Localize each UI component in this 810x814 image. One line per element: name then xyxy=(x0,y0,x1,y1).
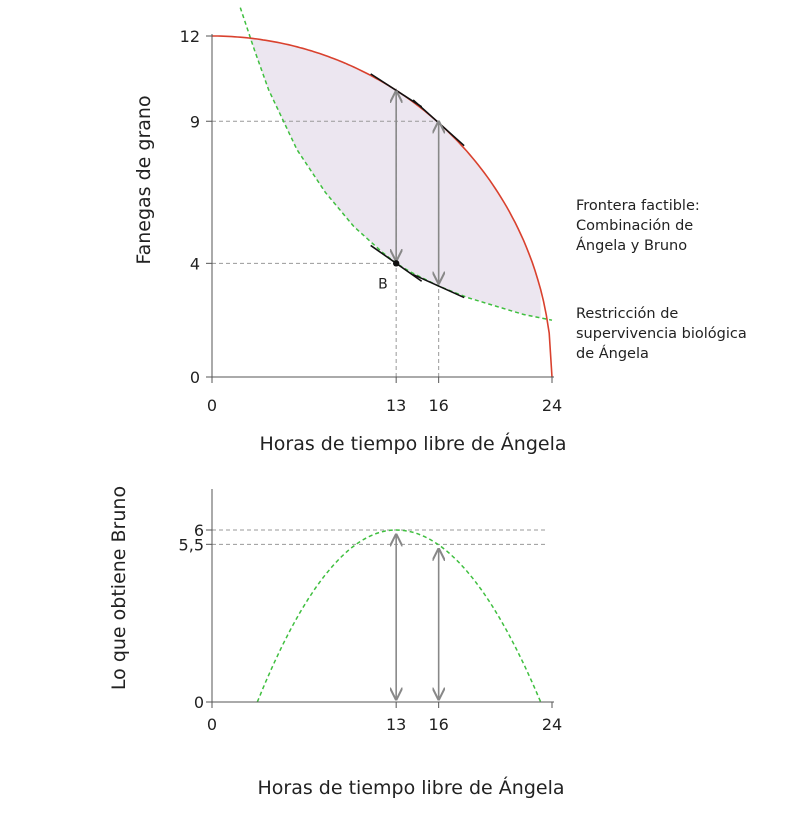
point-b-marker xyxy=(393,260,399,266)
legend-note-0-line-1: Combinación de xyxy=(576,218,694,234)
legend-note-1-line-2: de Ángela xyxy=(576,346,649,362)
top-y-tick-label-0: 0 xyxy=(189,368,200,387)
top-x-tick-label-2: 16 xyxy=(428,396,449,415)
bruno-gets-curve xyxy=(257,530,540,702)
bottom-y-tick-label-1: 5,5 xyxy=(178,535,204,555)
top-y-axis-title: Fanegas de grano xyxy=(133,95,155,265)
top-legend-notes xyxy=(576,198,747,362)
legend-note-0-line-2: Ángela y Bruno xyxy=(576,238,688,254)
bottom-x-tick-label-2: 16 xyxy=(428,715,449,734)
legend-note-1-line-0: Restricción de xyxy=(576,306,679,322)
top-x-tick-label-1: 13 xyxy=(385,396,407,415)
top-x-tick-label-3: 24 xyxy=(541,396,563,415)
bottom-y-tick-label-0: 0 xyxy=(193,693,204,712)
top-x-tick-label-0: 0 xyxy=(206,396,218,415)
feasible-shaded-region xyxy=(249,38,541,318)
top-x-axis-title: Horas de tiempo libre de Ángela xyxy=(259,433,567,455)
bottom-x-tick-label-3: 24 xyxy=(541,715,563,734)
top-chart xyxy=(133,8,747,455)
bottom-y-tick-label-2: 6 xyxy=(193,521,204,540)
bottom-x-tick-label-0: 0 xyxy=(206,715,218,734)
legend-note-1-line-1: supervivencia biológica xyxy=(576,326,747,342)
legend-note-0-line-0: Frontera factible: xyxy=(576,198,700,214)
top-y-tick-label-2: 9 xyxy=(189,112,200,132)
bottom-chart xyxy=(108,486,565,799)
bottom-arrows xyxy=(396,535,439,699)
bottom-y-axis-title: Lo que obtiene Bruno xyxy=(108,485,130,691)
top-y-tick-label-1: 4 xyxy=(189,254,200,274)
top-y-tick-label-3: 12 xyxy=(179,27,200,46)
bottom-x-tick-label-1: 13 xyxy=(385,715,407,734)
bottom-x-axis-title: Horas de tiempo libre de Ángela xyxy=(257,777,565,799)
point-b-label: B xyxy=(378,276,388,293)
